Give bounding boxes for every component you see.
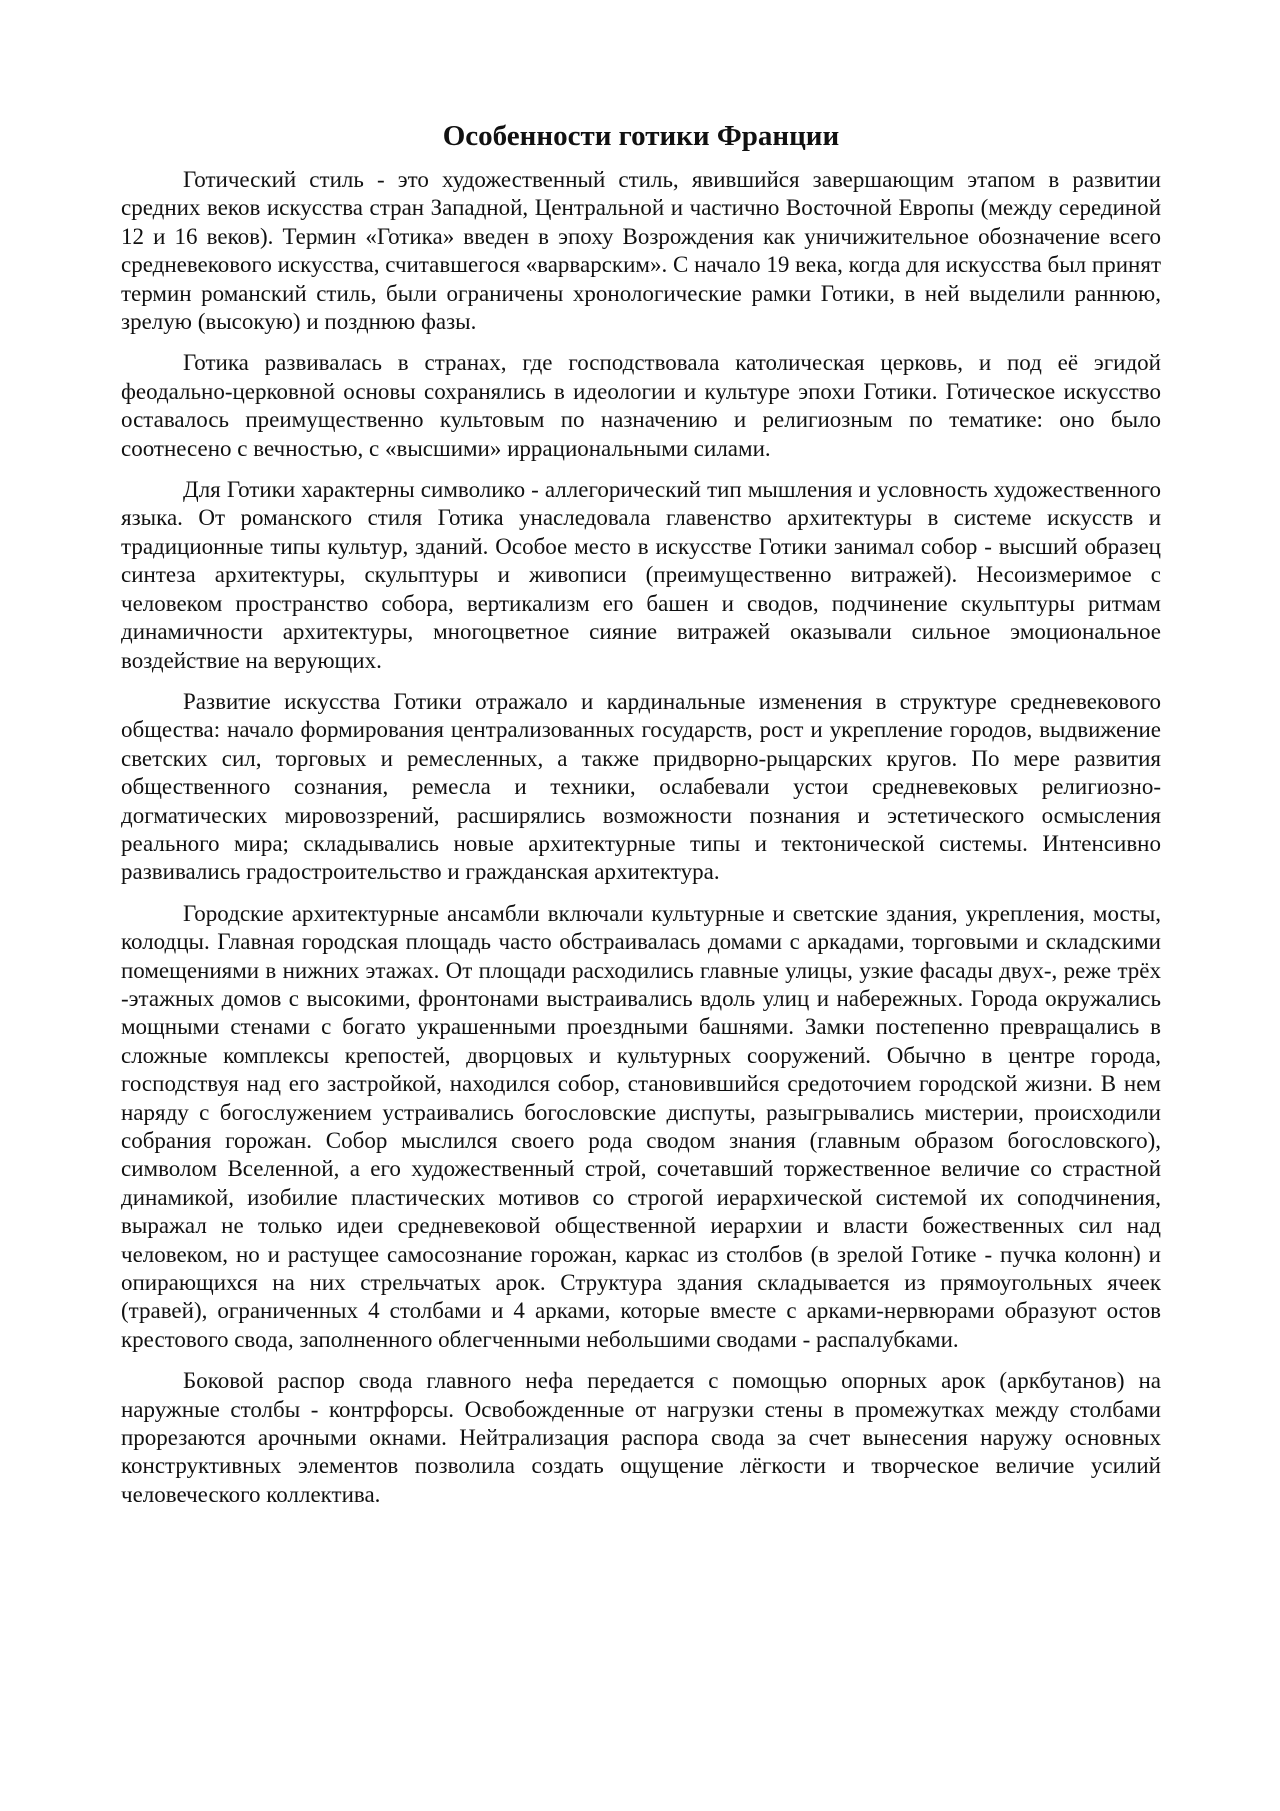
paragraph-1: Готический стиль - это художественный стиль, явившийся завершающим этапом в развитии средних веков искусства стран Западной, Центральной и частично Восточной Европы (между серединой 12 и 16 веков). Термин «Готика» введен в эпоху Возрождения как уничижительное обозначение всего средневекового искусства, считавшегося «варварским». С начало 19 века, когда для искусства был принят термин романский стиль, были ограничены хронологические рамки Готики, в ней выделили раннюю, зрелую (высокую) и позднюю фазы.: [121, 167, 1161, 335]
page-title: Особенности готики Франции: [442, 120, 840, 152]
paragraph-5: Городские архитектурные ансамбли включали культурные и светские здания, укрепления, мосты, колодцы. Главная городская площадь часто обстраивалась домами с аркадами, торговыми и складскими помещениями в нижних этажах. От площади расходились главные улицы, узкие фасады двух-, реже трёх -этажных домов с высокими, фронтонами выстраивались вдоль улиц и набережных. Города окружались мощными стенами с богато украшенными проездными башнями. Замки постепенно превращались в сложные комплексы крепостей, дворцовых и культурных сооружений. Обычно в центре города, господствуя над его застройкой, находился собор, становившийся средоточием городской жизни. В нем наряду с богослужением устраивались богословские диспуты, разыгрывались мистерии, происходили собрания горожан. Собор мыслился своего рода сводом знания (главным образом богословского), символом Вселенной, а его художественный строй, сочетавший торжественное величие со страстной динамикой, изобилие пластических мотивов со строгой иерархической системой их соподчинения, выражал не только идеи средневековой общественной иерархии и власти божественных сил над человеком, но и растущее самосознание горожан, каркас из столбов (в зрелой Готике - пучка колонн) и опирающихся на них стрельчатых арок. Структура здания складывается из прямоугольных ячеек (травей), ограниченных 4 столбами и 4 арками, которые вместе с арками-нервюрами образуют остов крестового свода, заполненного облегченными небольшими сводами - распалубками.: [121, 900, 1161, 1352]
paragraph-4: Развитие искусства Готики отражало и кардинальные изменения в структуре средневекового общества: начало формирования централизованных государств, рост и укрепление городов, выдвижение светских сил, торговых и ремесленных, а также придворно-рыцарских кругов. По мере развития общественного сознания, ремесла и техники, ослабевали устои средневековых религиозно-догматических мировоззрений, расширялись возможности познания и эстетического осмысления реального мира; складывались новые архитектурные типы и тектонической системы. Интенсивно развивались градостроительство и гражданская архитектура.: [121, 688, 1161, 885]
paragraph-2: Готика развивалась в странах, где господствовала католическая церковь, и под её эгидой феодально-церковной основы сохранялись в идеологии и культуре эпохи Готики. Готическое искусство оставалось преимущественно культовым по назначению и религиозным по тематике: оно было соотнесено с вечностью, с «высшими» иррациональными силами.: [121, 350, 1161, 461]
document-page: [121, 118, 1161, 1522]
paragraph-6: Боковой распор свода главного нефа передается с помощью опорных арок (аркбутанов) на наружные столбы - контрфорсы. Освобожденные от нагрузки стены в промежутках между столбами прорезаются арочными окнами. Нейтрализация распора свода за счет вынесения наружу основных конструктивных элементов позволила создать ощущение лёгкости и творческое величие усилий человеческого коллектива.: [121, 1368, 1161, 1507]
paragraph-3: Для Готики характерны символико - аллегорический тип мышления и условность художественного языка. От романского стиля Готика унаследовала главенство архитектуры в системе искусств и традиционные типы культур, зданий. Особое место в искусстве Готики занимал собор - высший образец синтеза архитектуры, скульптуры и живописи (преимущественно витражей). Несоизмеримое с человеком пространство собора, вертикализм его башен и сводов, подчинение скульптуры ритмам динамичности архитектуры, многоцветное сияние витражей оказывали сильное эмоциональное воздействие на верующих.: [121, 477, 1161, 673]
